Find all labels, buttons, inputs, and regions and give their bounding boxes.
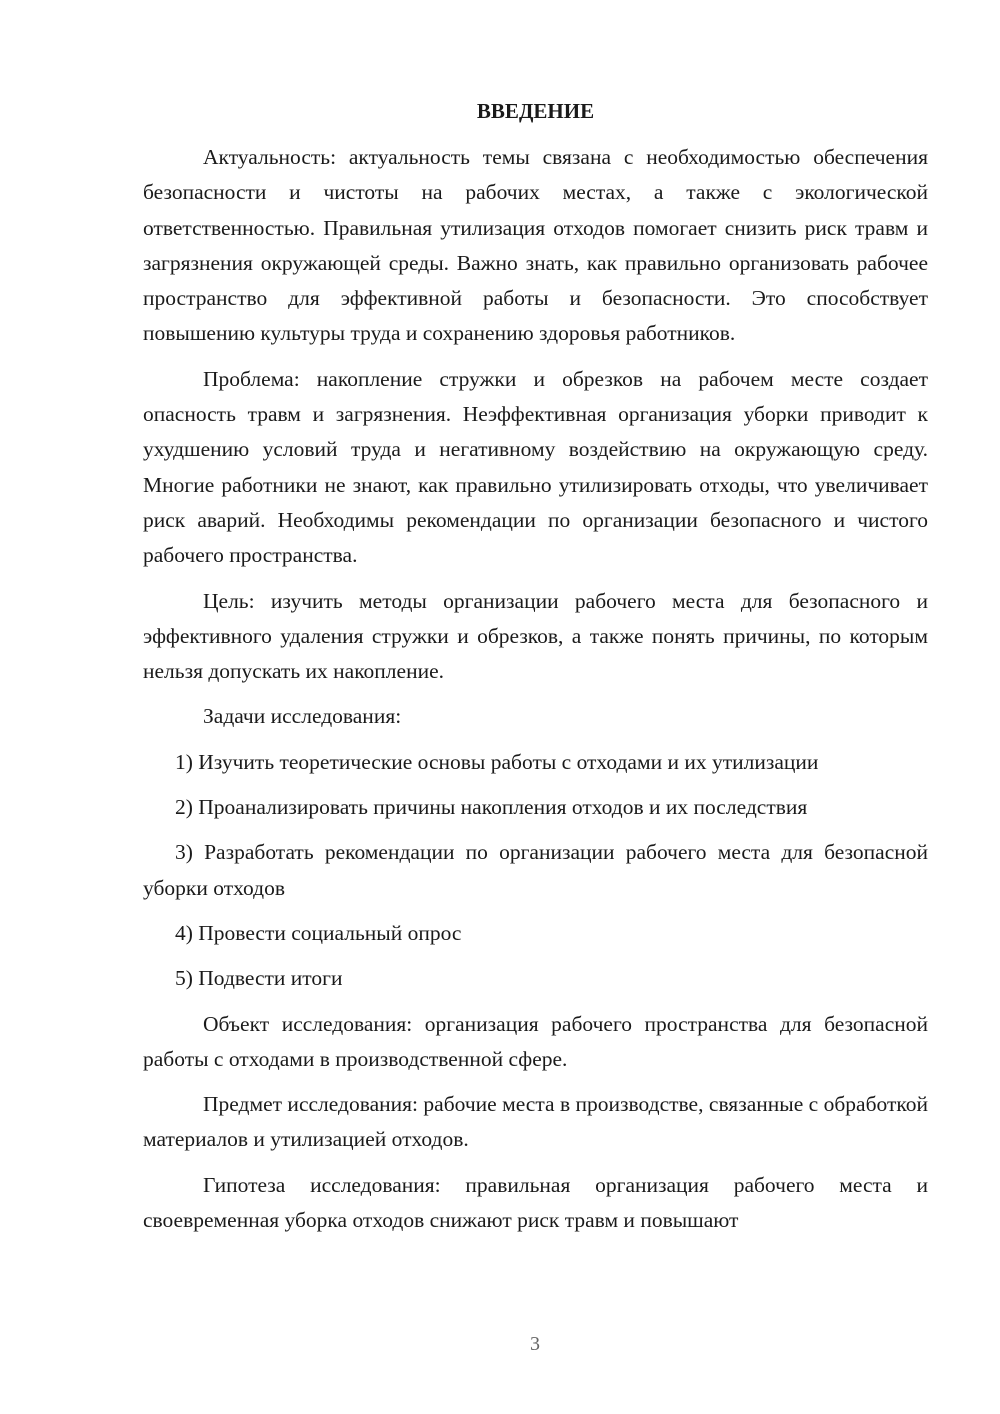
relevance-paragraph: Актуальность: актуальность темы связана с необходимостью обеспечения безопасности и чистоты на рабочих местах, а также с экологической ответственностью. Правильная утилизация отходов помогает снизить риск травм и загрязнения окружающей среды. Важно знать, как правильно организовать рабочее пространство для эффективной работы и безопасности. Это способствует повышению культуры труда и сохранению здоровья работников. [143,145,928,346]
hypothesis-paragraph: Гипотеза исследования: правильная организация рабочего места и своевременная уборка отходов снижают риск травм и повышают [143,1172,928,1233]
subject-paragraph: Предмет исследования: рабочие места в производстве, связанные с обработкой материалов и утилизацией отходов. [143,1092,928,1152]
task-item: 4) Провести социальный опрос [175,920,462,945]
tasks-heading: Задачи исследования: [203,704,402,729]
task-item: 1) Изучить теоретические основы работы с отходами и их утилизации [175,749,819,774]
page-title: ВВЕДЕНИЕ [476,99,595,123]
task-item: 5) Подвести итоги [175,966,343,991]
page-number: 3 [530,1333,540,1355]
problem-paragraph: Проблема: накопление стружки и обрезков на рабочем месте создает опасность травм и загрязнения. Неэффективная организация уборки приводит к ухудшению условий труда и негативному воздействию на окружающую среду. Многие работники не знают, как правильно утилизировать отходы, что увеличивает риск аварий. Необходимы рекомендации по организации безопасного и чистого рабочего пространства. [143,366,928,568]
task-item: 3) Разработать рекомендации по организации рабочего места для безопасной уборки отходов [143,840,928,900]
goal-paragraph: Цель: изучить методы организации рабочего места для безопасного и эффективного удаления стружки и обрезков, а также понять причины, по которым нельзя допускать их накопление. [143,588,928,684]
document-body [143,92,928,1248]
object-paragraph: Объект исследования: организация рабочего пространства для безопасной работы с отходами в производственной сфере. [143,1011,928,1071]
task-item: 2) Проанализировать причины накопления отходов и их последствия [175,795,808,820]
